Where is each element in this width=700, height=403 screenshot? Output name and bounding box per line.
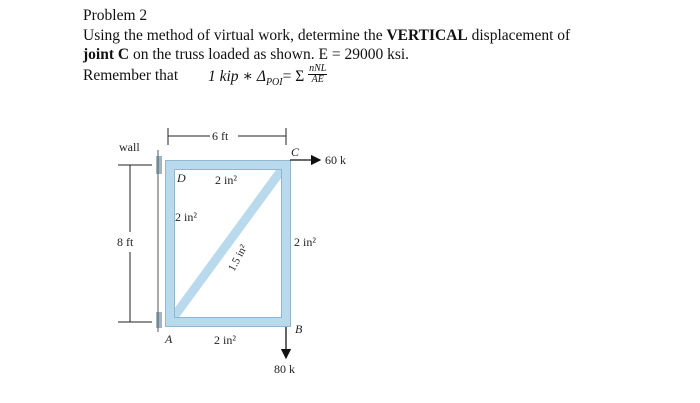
problem-title-text: Problem 2: [83, 7, 148, 24]
formula-lhs: 1 kip ∗ Δ: [208, 68, 266, 86]
joint-c-label: C: [291, 145, 300, 159]
area-bottom-label: 2 in²: [214, 333, 236, 347]
line2-bold: joint C: [83, 46, 130, 63]
area-left-label: 2 in²: [175, 210, 197, 224]
wall-support: [156, 150, 162, 332]
joint-b-label: B: [295, 322, 303, 336]
load-horizontal-label: 60 k: [325, 153, 346, 167]
joint-d-label: D: [177, 171, 186, 185]
formula-numerator: nNL: [309, 63, 327, 74]
area-diag-label: 1.5 in²: [226, 242, 250, 274]
height-label: 8 ft: [117, 235, 134, 249]
joint-a-label: A: [165, 332, 173, 346]
area-top-label: 2 in²: [215, 173, 237, 187]
line1-pre: Using the method of virtual work, determine the: [83, 27, 387, 44]
area-right-label: 2 in²: [294, 235, 316, 249]
line2-post: on the truss loaded as shown. E = 29000 ksi.: [129, 46, 410, 63]
load-vertical-label: 80 k: [274, 362, 295, 376]
formula-denominator: AE: [311, 74, 324, 85]
wall-label: wall: [119, 140, 140, 154]
formula-sub: POI: [265, 77, 283, 89]
remember-text: Remember that: [83, 67, 179, 84]
truss-members: [170, 165, 286, 322]
member-ac: [173, 168, 283, 318]
line1-bold: VERTICAL: [386, 27, 468, 44]
formula-eq: = Σ: [282, 68, 305, 86]
line1-post: displacement of: [467, 27, 571, 44]
span-label: 6 ft: [212, 129, 229, 143]
